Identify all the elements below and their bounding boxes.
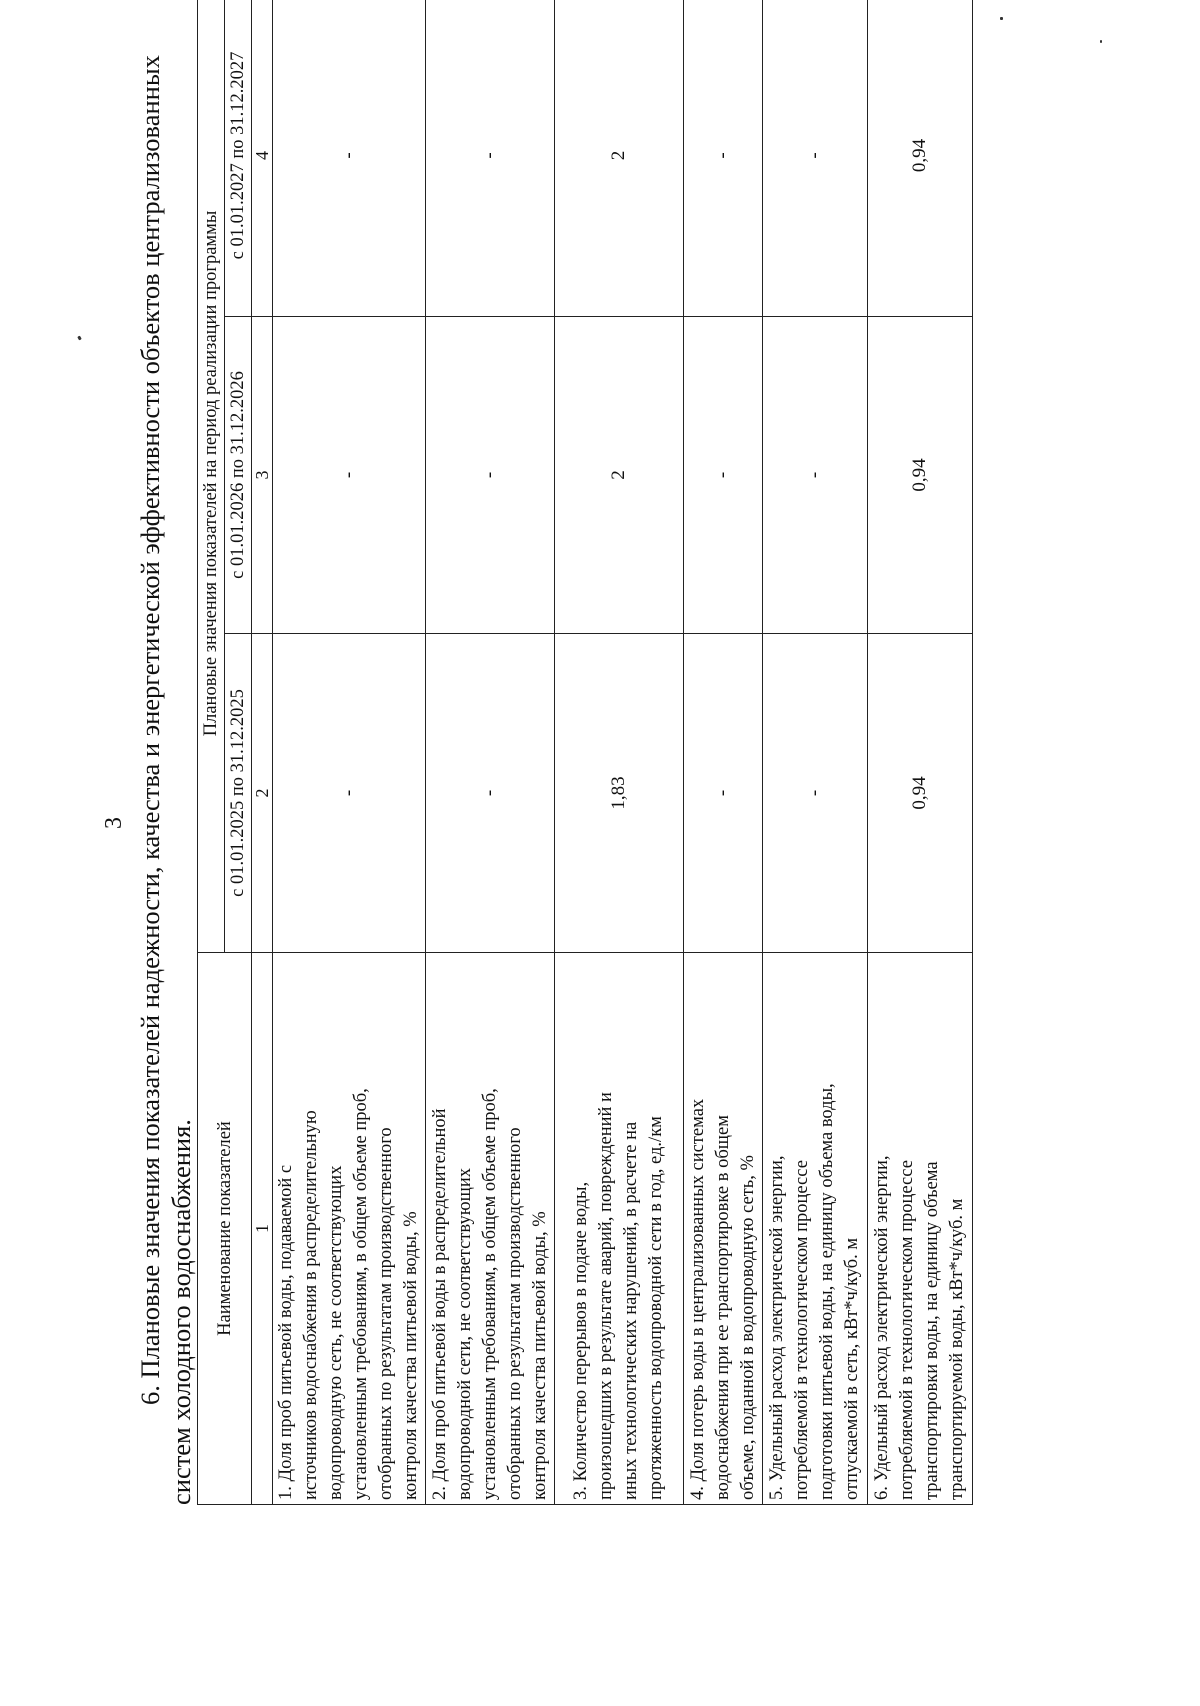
indicator-line: 5. Удельный расход электрической энергии, bbox=[767, 1155, 787, 1500]
table-row bbox=[868, 0, 973, 1505]
indicator-line: 3. Количество перерывов в подаче воды, bbox=[571, 1181, 591, 1500]
indicator-line: водоснабжения при ее транспортировке в общем bbox=[712, 1115, 733, 1500]
column-number: 4 bbox=[252, 0, 273, 317]
value-2026: - bbox=[684, 317, 763, 634]
table-row bbox=[273, 0, 426, 1505]
value-2027: 0,94 bbox=[868, 0, 973, 317]
table-row bbox=[555, 0, 684, 1505]
indicator-line: контроля качества питьевой воды, % bbox=[529, 1211, 550, 1500]
indicator-name bbox=[684, 953, 763, 1505]
col-header-group: Плановые значения показателей на период реализации программы bbox=[198, 0, 225, 953]
indicator-line: 4. Доля потерь воды в централизованных системах bbox=[687, 1098, 708, 1500]
section-heading bbox=[135, 0, 197, 1505]
indicators-table bbox=[197, 0, 973, 1505]
indicator-line: водопроводную сеть, не соответствующих bbox=[326, 1165, 346, 1500]
indicator-line: иных технологических нарушений, в расчете на bbox=[621, 1121, 641, 1500]
table-row bbox=[684, 0, 763, 1505]
indicator-line: установленным требованиям, в общем объеме проб, bbox=[351, 1088, 371, 1500]
table-row bbox=[426, 0, 555, 1505]
column-number: 1 bbox=[252, 953, 273, 1505]
indicator-line: транспортировки воды, на единицу объема bbox=[922, 1161, 942, 1500]
indicator-line: потребляемой в технологическом процессе bbox=[897, 1160, 917, 1500]
table-row bbox=[763, 0, 868, 1505]
indicator-name bbox=[555, 953, 684, 1505]
col-header-name: Наименование показателей bbox=[198, 953, 252, 1505]
col-header-period-2027: с 01.01.2027 по 31.12.2027 bbox=[225, 0, 252, 317]
value-2025: - bbox=[426, 634, 555, 953]
indicator-line: потребляемой в технологическом процессе bbox=[792, 1160, 812, 1500]
heading-line-1: 6. Плановые значения показателей надежности, качества и энергетической эффективности объектов централизованных bbox=[135, 55, 165, 1405]
value-2026: 2 bbox=[555, 317, 684, 634]
value-2027: - bbox=[273, 0, 426, 317]
indicator-line: отобранных по результатам производственного bbox=[376, 1127, 396, 1500]
value-2025: - bbox=[684, 634, 763, 953]
value-2025: - bbox=[763, 634, 868, 953]
value-2027: - bbox=[684, 0, 763, 317]
indicator-line: контроля качества питьевой воды, % bbox=[401, 1211, 421, 1500]
indicator-name bbox=[763, 953, 868, 1505]
indicator-line: 2. Доля проб питьевой воды в распределительной bbox=[429, 1108, 450, 1500]
value-2025: 1,83 bbox=[555, 634, 684, 953]
indicator-name bbox=[868, 953, 973, 1505]
indicator-line: 6. Удельный расход электрической энергии, bbox=[872, 1155, 892, 1500]
indicator-line: транспортируемой воды, кВт*ч/куб. м bbox=[947, 1198, 967, 1500]
value-2026: - bbox=[426, 317, 555, 634]
value-2026: 0,94 bbox=[868, 317, 973, 634]
col-header-period-2026: с 01.01.2026 по 31.12.2026 bbox=[225, 317, 252, 634]
value-2025: - bbox=[273, 634, 426, 953]
indicator-name bbox=[273, 953, 426, 1505]
indicator-line: 1. Доля проб питьевой воды, подаваемой с bbox=[276, 1164, 296, 1500]
indicator-line: произошедших в результате аварий, повреждений и bbox=[596, 1092, 616, 1500]
value-2026: - bbox=[273, 317, 426, 634]
indicator-line: протяженность водопроводной сети в год, ед./км bbox=[646, 1116, 666, 1500]
column-number: 2 bbox=[252, 634, 273, 953]
value-2027: - bbox=[763, 0, 868, 317]
column-number: 3 bbox=[252, 317, 273, 634]
indicator-line: водопроводной сети, не соответствующих bbox=[454, 1168, 475, 1500]
indicator-line: установленным требованиям, в общем объеме проб, bbox=[479, 1088, 500, 1500]
indicator-line: отпускаемой в сеть, кВт*ч/куб. м bbox=[842, 1237, 862, 1500]
value-2025: 0,94 bbox=[868, 634, 973, 953]
value-2027: - bbox=[426, 0, 555, 317]
rotated-sheet bbox=[125, 0, 1200, 1505]
indicator-line: отобранных по результатам производственного bbox=[504, 1127, 525, 1500]
indicator-name bbox=[426, 953, 555, 1505]
header-row-group bbox=[198, 0, 225, 1505]
value-2027: 2 bbox=[555, 0, 684, 317]
indicator-line: источников водоснабжения в распределительную bbox=[301, 1110, 321, 1500]
page-number: 3 bbox=[101, 817, 127, 829]
column-number-row bbox=[252, 0, 273, 1505]
indicator-line: объеме, поданной в водопроводную сеть, % bbox=[737, 1155, 758, 1500]
col-header-period-2025: с 01.01.2025 по 31.12.2025 bbox=[225, 634, 252, 953]
indicator-line: подготовки питьевой воды, на единицу объема воды, bbox=[817, 1083, 837, 1500]
value-2026: - bbox=[763, 317, 868, 634]
scan-speck bbox=[77, 336, 82, 341]
heading-line-2: систем холодного водоснабжения. bbox=[166, 1119, 196, 1505]
